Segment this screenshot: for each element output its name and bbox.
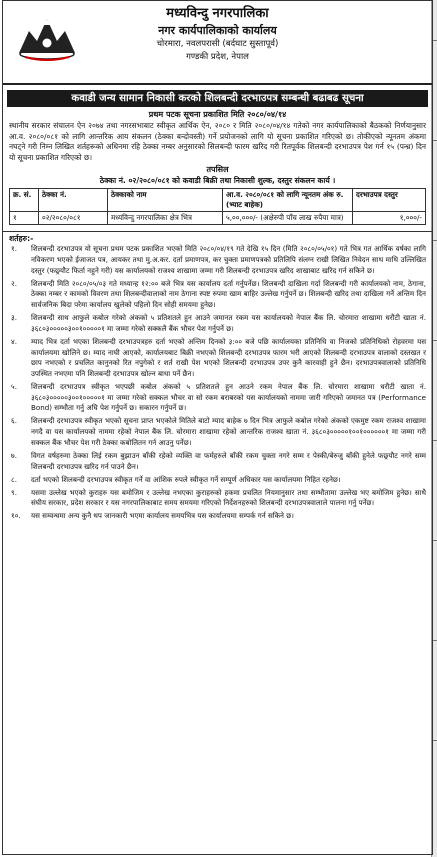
term-number: २. <box>11 278 17 288</box>
tender-table <box>9 188 426 225</box>
office-address: चोरमारा, नवलपरासी (बर्दघाट सुस्तापूर्व) <box>156 39 279 49</box>
term-text: दर्ता भएको शिलबन्दी दरभाउपत्र स्वीकृत गर्ने वा आंशिक रुपले स्वीकृत गर्ने सम्पूर्ण अधिकार यस कार्यालयमा निहित रहनेछ। <box>31 474 341 484</box>
term-text: यस सम्वन्धमा अन्य कुनै थप जानकारी भएमा कार्यालय समयभित्र यस कार्यालयमा सम्पर्क गर्न सकिने छ। <box>31 511 294 521</box>
notice-title-banner: कवाडी जन्य सामान निकासी करको शिलबन्दी दरभाउपत्र सम्बन्धी बढाबढ सूचना <box>7 90 428 107</box>
term-number: ९. <box>11 487 17 497</box>
cell-contract-name: मध्यविन्दु नगरपालिका क्षेत्र भित्र <box>108 212 223 225</box>
term-number: १०. <box>11 511 21 521</box>
term-number: ८. <box>11 474 17 484</box>
col-serial: क्र. सं. <box>10 189 39 212</box>
term-item <box>9 416 426 448</box>
terms-heading: शर्तहरु:- <box>9 234 34 244</box>
notice-page <box>2 0 433 855</box>
cell-contract-no: ०२/२०८०/०८१ <box>39 212 108 225</box>
term-item <box>9 451 426 472</box>
term-item <box>9 313 426 334</box>
office-name: नगर कार्यपालिकाको कार्यालय <box>158 24 277 37</box>
schedule-heading: तपसिल <box>206 165 229 175</box>
col-contract-name: ठेक्काको नाम <box>108 189 223 212</box>
table-title: ठेक्का नं. ०२/२०८०/०८१ को कवाडी बिक्री तथा निकासी शुल्क, दस्तुर संकलन कार्य । <box>99 176 336 186</box>
table-header-row <box>10 189 426 212</box>
term-number: ७. <box>11 450 17 460</box>
term-item <box>9 488 426 509</box>
col-contract-no: ठेक्का नं. <box>39 189 108 212</box>
term-item <box>9 475 426 486</box>
term-item <box>9 337 426 380</box>
term-text: शिलबन्दी दरभाउपत्र स्वीकृत भएपछी कबोल अंकको ५ प्रतिशतले हुन आउने रकम नेपाल बैंक लि. चोरमारा शाखामा धरौटी खाता नं. ३६८०३०००००३००१०००००१ मा जम्मा गरेको सक्कल भौचर वा सो रकम बराबरको यस कार्यालयको नाममा जारी गरिएको जमानत पत्र (Performance Bond) सम्भौता गर्नु अघि पेश गर्नुपर्ने छ। सकारन गर्नुपर्ने छ। <box>31 382 426 413</box>
term-item <box>9 511 426 522</box>
province-country: गण्डकी प्रदेश, नेपाल <box>186 52 249 62</box>
col-minimum-amount: आ.व. २०८०/०८१ को लागि न्यूनतम अंक रु. (भ्याट बाहेक) <box>223 189 353 212</box>
letterhead <box>3 1 432 85</box>
term-number: ६. <box>11 416 17 426</box>
term-number: १. <box>11 244 17 254</box>
term-text: शिलबन्दी मिति २०८०/०५/०३ गते मध्यान्ह १२:०० बजे भित्र यस कार्यालय दर्ता गर्नुपर्नेछ। शिलबन्दी दाखिला गर्दा शिलबन्दी गरी कार्यालयको नाम, ठेगाना, ठेक्का नम्बर र कामको विवरण तथा शिलबन्दीवालाको नाम ठेगाना स्पष्ट रुपमा खाम बाहिर उल्लेख गर्नुपर्ने छ। शिलबन्दी खरिद तथा दाखिला गर्ने अन्तिम दिन सार्वजनिक बिदा परेमा कार्यालय खुलेको पहिलो दिन सोही समयमा हुनेछ। <box>31 278 426 310</box>
government-emblem-icon <box>15 7 79 61</box>
term-number: ४. <box>11 336 17 346</box>
section-divider <box>3 231 432 232</box>
term-text: शिलबन्दी दरभाउपत्र स्वीकृत भएको सूचना प्राप्त भएकोले मितिले बाटो म्याद बाहेक ७ दिन भित्र आफुले कबोल गरेको अंकको एकमुष्ट रकम राजश्व शाखामा नगदै वा यस कार्यालयको नाममा रहेको नेपाल बैंक लि. चोरमारा शाखामा रहेको आन्तरिक राजश्व खाता नं. ३६८०३०००००१००१००००००१ मा जम्मा गरी सक्कल बैंक भौचर पेश गरी ठेक्का कबोलितन गर्न आउनु पर्नेछ। <box>31 416 426 447</box>
term-text: म्याद भित्र दर्ता भएका शिलबन्दी दरभाउपत्रहरु दर्ता भएको अन्तिम दिनको ३:०० बजे पछि कार्यालयका प्रतिनिधि वा निजको प्रतिनिधिको रोहवरमा यस कार्यालयमा खोलिने छ। म्याद नाघी आएको, कार्यालयबाट बिक्री नभएको शिलबन्दी दरभाउपत्र फारम भरी आएको शिलबन्दी दरभाउपत्र वालाको दस्तखत र छाप नभएको र प्रचलित कानुनको रित नपुगेको र शर्त राखी पेश भएको शिलबन्दी दरभाउपत्र उपर कुनै कारवाही हुने छैन। दरभाउपत्रवालाको प्रतिनिधि उपस्थित नभएमा पनि शिलबन्दी दरभाउपत्र खोल्न बाधा पर्ने छैन। <box>31 336 426 378</box>
cell-serial: १ <box>10 212 39 225</box>
col-fee: दरभाउपत्र दस्तुर <box>353 189 426 212</box>
term-text: शिलबन्दी दरभाउपत्र यो सूचना प्रथम पटक प्रकाशित भएको मिति २०८०/०४/१९ गते देखि १५ दिन (मिति २०८०/०५/०१) गते भित्र गत आर्थिक वर्षका लागि नविकरण भएको ईजाजत पत्र, आयकर तथा मु.अ.कर. दर्ता प्रमाणपत्र, कर चुक्ता प्रमाणपत्रको प्रतिलिपि संलग्न राखी लिखित निवेदन साथ माथि उल्लिखित दस्तुर (फछ्र्यौट फिर्ता नहुने गरी) यस कार्यालयको राजश्व शाखामा जम्मा गरी शिलबन्दी दरभाउपत्र खरिद शाखाबाट खरिद गर्न सकिने छ। <box>31 244 426 275</box>
term-item <box>9 244 426 276</box>
cell-minimum-amount: ५,००,०००/- (अक्षेरुपी पाँच लाख रुपैया मात्र) <box>223 212 353 225</box>
term-text: विगत वर्षहरुमा ठेक्का लिई रकम बुझाउन बाँकी रहेको व्यक्ति वा फर्महरुले बाँकी रकम चुक्ता नगरे सम्म र पेस्की/बेरुजु बाँकी हुनेले फछ्र्यौट नगरे सम्म शिलबन्दी दरभाउपत्र खरिद गर्न पाउने छैन। <box>31 450 426 471</box>
term-number: ३. <box>11 313 17 323</box>
cell-fee: १,०००/- <box>353 212 426 225</box>
intro-paragraph: स्थानीय सरकार संचालन ऐन २०७४ तथा नगरसभाबाट स्वीकृत आर्थिक ऐन, २०८० र मिति २०८०/०४/१४ गतेको नगर कार्यपालिकाको बैठकको निर्णयानुसार आ.व. २०८०/०८१ को लागि आन्तरिक आय संकलन (ठेक्का बन्दोवस्ती) गर्ने प्रयोजनको लागि यो सूचना प्रकाशित गरिएको छ। तोकीएको न्यूनतम अंकमा नघट्ने गरी निम्न लिखित शर्तहरूको अधिनमा रहि ठेक्का नम्बर अनुसारको सिलबन्दी फारम खरिद गरी रितपूर्वक शिलबन्दी दरभाउपत्र पेश गर्न १५ (पन्ध्र) दिन यो सूचना प्रकाशित गरिएको छ। <box>9 121 426 162</box>
table-row <box>10 212 426 225</box>
term-item <box>9 382 426 414</box>
publication-date: प्रथम पटक सूचना प्रकाशित मिति २०८०/०४/१४ <box>148 110 287 119</box>
term-number: ५. <box>11 382 17 391</box>
term-item <box>9 279 426 311</box>
term-text: यसमा उल्लेख भएको कुराहरु यस बमोजिम र उल्लेख नभएका कुराहरुको हकमा प्रचलित नियमानुसार तथा सम्भौतामा उल्लेख भए बमोजिम हुनेछ। साथै संघीय सरकार, प्रदेश सरकार र यस नगरपालिकाबाट समय समयमा गरिएको निर्देशनहरुको शिलबन्दी दरभाउपत्रवालाले पालना गर्नु पर्नेछ। <box>31 487 426 508</box>
municipality-name: मध्यविन्दु नगरपालिका <box>166 6 269 21</box>
terms-list <box>3 244 432 522</box>
term-text: शिलबन्दी साथ आफुले कबोल गरेको अंकको ५ प्रतिशतले हुन आउने जमानत रकम यस कार्यालयको नेपाल बैंक लि. चोरमारा शाखामा धरौटी खाता नं. ३६८०३०००००३००१०००००१ मा जम्मा गरेको सक्कलै बैंक भौचर पेश गर्नुपर्ने छ। <box>31 313 426 333</box>
